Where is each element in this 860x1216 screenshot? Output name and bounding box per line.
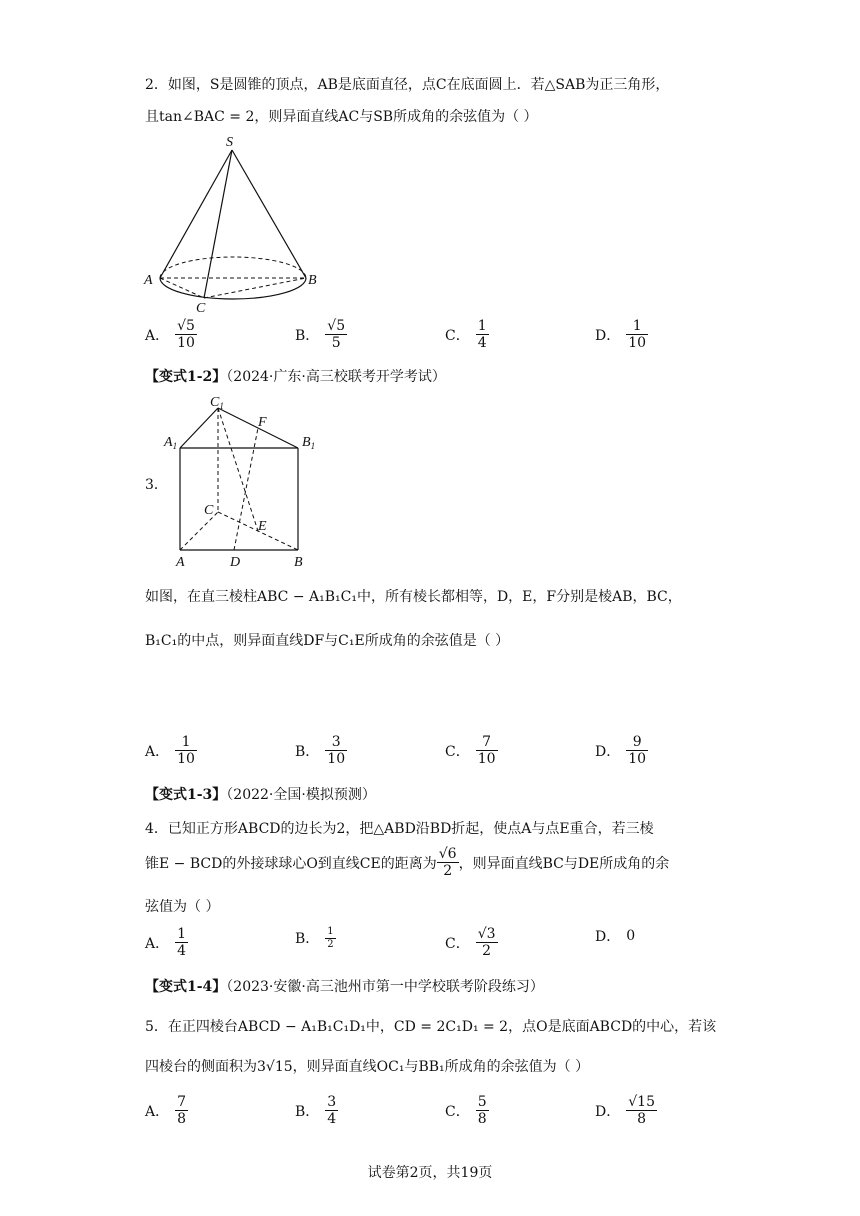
q2-line1: 2．如图，S是圆锥的顶点，AB是底面直径，点C在底面圆上．若△SAB为正三角形， <box>145 77 670 93</box>
label-A: A <box>176 555 185 570</box>
option-fraction: $\frac{7}{8}$ <box>177 1094 187 1128</box>
cone-figure <box>140 126 330 316</box>
option-label: A． <box>145 935 170 952</box>
option-label: B． <box>295 931 320 947</box>
variant-source: （2022·全国·模拟预测） <box>226 787 376 803</box>
q4-line2 <box>145 846 669 879</box>
option-fraction: $\frac{1}{10}$ <box>177 734 195 768</box>
option-b <box>295 734 347 767</box>
q3-line2: B₁C₁的中点，则异面直线DF与C₁E所成角的余弦值是（ ） <box>145 633 510 649</box>
q4-line2-pre: 锥E − BCD的外接球球心O到直线CE的距离为 <box>145 855 437 872</box>
q4-distance-fraction: $\frac{√6}{2}$ <box>438 846 457 880</box>
q3-line1: 如图，在直三棱柱ABC − A₁B₁C₁中，所有棱长都相等，D，E，F分别是棱AB，BC， <box>145 589 682 605</box>
label-B1: $B_1$ <box>302 435 316 451</box>
option-fraction: $\frac{1}{10}$ <box>628 318 647 352</box>
label-A1: $A_1$ <box>164 435 178 451</box>
option-label: A． <box>145 743 170 760</box>
option-label: C． <box>445 1103 470 1120</box>
option-fraction: $\frac{7}{10}$ <box>477 734 496 768</box>
option-fraction: $\frac{9}{10}$ <box>628 734 647 768</box>
variant-heading-1-3 <box>145 784 376 804</box>
variant-tag: 【变式1-3】 <box>145 787 227 803</box>
prism-figure <box>160 390 330 570</box>
label-B: B <box>294 555 303 570</box>
option-fraction: $\frac{3}{10}$ <box>327 734 346 768</box>
option-b <box>295 1094 338 1127</box>
option-c <box>445 734 498 767</box>
label-A: A <box>144 273 153 288</box>
q4-line1: 4．已知正方形ABCD的边长为2，把△ABD沿BD折起，使点A与点E重合，若三棱 <box>145 821 654 837</box>
option-d <box>595 1094 657 1127</box>
q5-line1: 5．在正四棱台ABCD − A₁B₁C₁D₁中，CD = 2C₁D₁ = 2，点O是底面ABCD的中心，若该 <box>145 1019 717 1035</box>
label-C: C <box>204 503 214 518</box>
option-fraction: $\frac{√5}{5}$ <box>327 318 346 352</box>
option-d <box>595 318 648 351</box>
variant-heading-1-2 <box>145 366 446 386</box>
variant-source: （2023·安徽·高三池州市第一中学校联考阶段练习） <box>226 979 544 995</box>
variant-tag: 【变式1-2】 <box>145 369 227 385</box>
variant-tag: 【变式1-4】 <box>145 979 227 995</box>
q5-line2: 四棱台的侧面积为3√15，则异面直线OC₁与BB₁所成角的余弦值为（ ） <box>145 1059 590 1075</box>
label-F: F <box>258 415 267 430</box>
option-fraction: $\frac{√5}{10}$ <box>177 318 195 352</box>
option-b <box>295 318 347 351</box>
label-D: D <box>230 555 241 570</box>
q2-line2: 且tan∠BAC = 2，则异面直线AC与SB所成角的余弦值为（ ） <box>145 109 538 125</box>
option-fraction: $\frac{√3}{2}$ <box>477 926 496 960</box>
option-fraction: $\frac{1}{4}$ <box>177 926 187 960</box>
option-label: B． <box>295 743 320 760</box>
option-label: B． <box>295 1103 320 1120</box>
label-S: S <box>226 135 233 150</box>
option-label: A． <box>145 327 170 344</box>
option-a <box>145 1094 188 1127</box>
q4-line2-post: ，则异面直线BC与DE所成角的余 <box>458 855 670 872</box>
option-label: B． <box>295 327 320 344</box>
label-C1: $C_1$ <box>210 395 224 411</box>
option-c <box>445 1094 489 1127</box>
option-a <box>145 318 197 351</box>
option-b <box>295 926 336 950</box>
option-label: D． <box>595 743 621 760</box>
option-label: C． <box>445 935 470 952</box>
option-fraction: $\frac{√15}{8}$ <box>628 1094 655 1128</box>
option-a <box>145 926 188 959</box>
variant-source: （2024·广东·高三校联考开学考试） <box>226 369 446 385</box>
page-footer: 试卷第2页，共19页 <box>367 1165 493 1181</box>
option-fraction: $\frac{1}{2}$ <box>327 926 334 950</box>
option-label: D． <box>595 929 621 945</box>
option-a <box>145 734 197 767</box>
option-label: C． <box>445 743 470 760</box>
option-label: D． <box>595 1103 621 1120</box>
option-label: A． <box>145 1103 170 1120</box>
option-value: 0 <box>626 928 636 944</box>
option-c <box>445 318 489 351</box>
option-label: D． <box>595 327 621 344</box>
label-E: E <box>258 519 267 534</box>
option-fraction: $\frac{1}{4}$ <box>477 318 487 352</box>
q4-line3: 弦值为（ ） <box>145 899 220 915</box>
q3-number: 3． <box>145 477 168 493</box>
variant-heading-1-4 <box>145 976 544 996</box>
label-C: C <box>196 301 206 316</box>
option-fraction: $\frac{5}{8}$ <box>477 1094 487 1128</box>
option-d <box>595 734 648 767</box>
label-B: B <box>308 273 317 288</box>
option-c <box>445 926 498 959</box>
option-d <box>595 926 635 946</box>
option-fraction: $\frac{3}{4}$ <box>327 1094 337 1128</box>
option-label: C． <box>445 327 470 344</box>
